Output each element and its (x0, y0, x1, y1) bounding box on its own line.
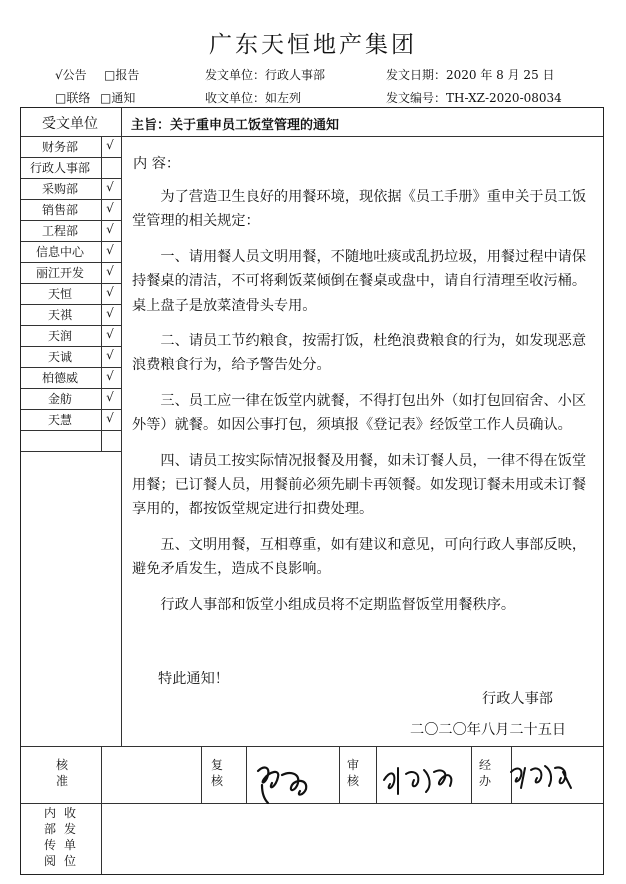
dept-bodewei-check: √ (106, 369, 114, 383)
subject-line: 主旨：关于重申员工饭堂管理的通知 (131, 118, 340, 133)
sender-unit: 发文单位：行政人事部 (205, 68, 326, 82)
review-signature-image (250, 757, 320, 807)
dept-finance: 财务部 (41, 140, 78, 154)
report-checkbox: □ (104, 68, 116, 82)
dept-jinfang: 金舫 (47, 392, 72, 406)
content-body (132, 185, 590, 617)
review-label: 复核 (210, 758, 223, 788)
dept-tianrun-check: √ (106, 327, 114, 341)
dept-info-center-check: √ (106, 243, 114, 257)
dept-admin-hr: 行政人事部 (29, 161, 90, 175)
receiving-unit-header: 受文单位 (42, 116, 98, 132)
dept-tianqi: 天祺 (47, 308, 72, 322)
dept-tianhui: 天慧 (47, 413, 72, 427)
handler-label: 经办 (478, 758, 491, 788)
dept-jinfang-check: √ (106, 390, 114, 404)
paragraph-rule-4: 四、请员工按实际情况报餐及用餐，如未订餐人员，一律不得在饭堂用餐；已订餐人员，用餐前必须先刷卡再领餐。如发现订餐未用或未订餐享用的，都按饭堂规定进行扣费处理。 (132, 452, 587, 518)
dept-tianheng-check: √ (106, 285, 114, 299)
doc-number: 发文编号：TH-XZ-2020-08034 (386, 91, 562, 105)
dept-sales: 销售部 (41, 203, 78, 217)
type-report: □报告 (104, 68, 140, 82)
dept-finance-check: √ (106, 138, 114, 152)
circulate-label: 内部传阅 收发单位 (44, 806, 77, 868)
signature-dept: 行政人事部 (482, 691, 553, 707)
audit-label: 审核 (346, 758, 359, 788)
dept-sales-check: √ (106, 201, 114, 215)
approve-label: 核准 (55, 758, 68, 788)
send-date: 发文日期：2020 年 8 月 25 日 (386, 68, 555, 82)
notice-checkbox: □ (100, 91, 112, 105)
dept-tianhui-check: √ (106, 411, 114, 425)
paragraph-intro: 为了营造卫生良好的用餐环境，现依据《员工手册》重申关于员工饭堂管理的相关规定： (132, 189, 587, 230)
type-announcement: √公告 (55, 68, 87, 82)
announcement-checkbox: √ (55, 68, 63, 82)
dept-bodewei: 柏德威 (41, 371, 78, 385)
dept-tiancheng: 天诚 (47, 350, 72, 364)
paragraph-supervision: 行政人事部和饭堂小组成员将不定期监督饭堂用餐秩序。 (160, 596, 516, 613)
company-title: 广东天恒地产集团 (209, 32, 417, 58)
dept-tianheng: 天恒 (47, 287, 72, 301)
dept-purchasing: 采购部 (41, 182, 78, 196)
audit-signature-image (380, 760, 460, 800)
dept-tianrun: 天润 (47, 329, 72, 343)
dept-lijiang: 丽江开发 (35, 266, 84, 280)
receiver-unit: 收文单位：如左列 (205, 91, 302, 105)
paragraph-rule-1: 一、请用餐人员文明用餐，不随地吐痰或乱扔垃圾，用餐过程中请保持餐桌的清洁，不可将剩饭菜倾倒在餐桌或盘中，请自行清理至收污桶。桌上盘子是放菜渣骨头专用。 (132, 248, 587, 314)
paragraph-rule-3: 三、员工应一律在饭堂内就餐，不得打包出外（如打包回宿舍、小区外等）就餐。如因公事打包，须填报《登记表》经饭堂工作人员确认。 (132, 392, 587, 434)
dept-engineering-check: √ (106, 222, 114, 236)
content-heading: 内 容： (133, 156, 181, 172)
dept-tiancheng-check: √ (106, 348, 114, 362)
signature-date: 二〇二〇年八月二十五日 (410, 722, 567, 738)
closing-text: 特此通知！ (158, 671, 229, 687)
type-notice: □通知 (100, 91, 136, 105)
dept-lijiang-check: √ (106, 264, 114, 278)
dept-info-center: 信息中心 (35, 245, 84, 259)
dept-purchasing-check: √ (106, 180, 114, 194)
handler-signature-image (505, 758, 575, 798)
contact-checkbox: □ (55, 91, 67, 105)
paragraph-rule-5: 五、文明用餐，互相尊重，如有建议和意见，可向行政人事部反映，避免矛盾发生，造成不良影响。 (132, 536, 587, 578)
dept-tianqi-check: √ (106, 306, 114, 320)
type-contact: □联络 (55, 91, 91, 105)
paragraph-rule-2: 二、请员工节约粮食，按需打饭，杜绝浪费粮食的行为，如发现恶意浪费粮食行为，给予警告处分。 (132, 333, 587, 374)
dept-engineering: 工程部 (41, 224, 78, 238)
